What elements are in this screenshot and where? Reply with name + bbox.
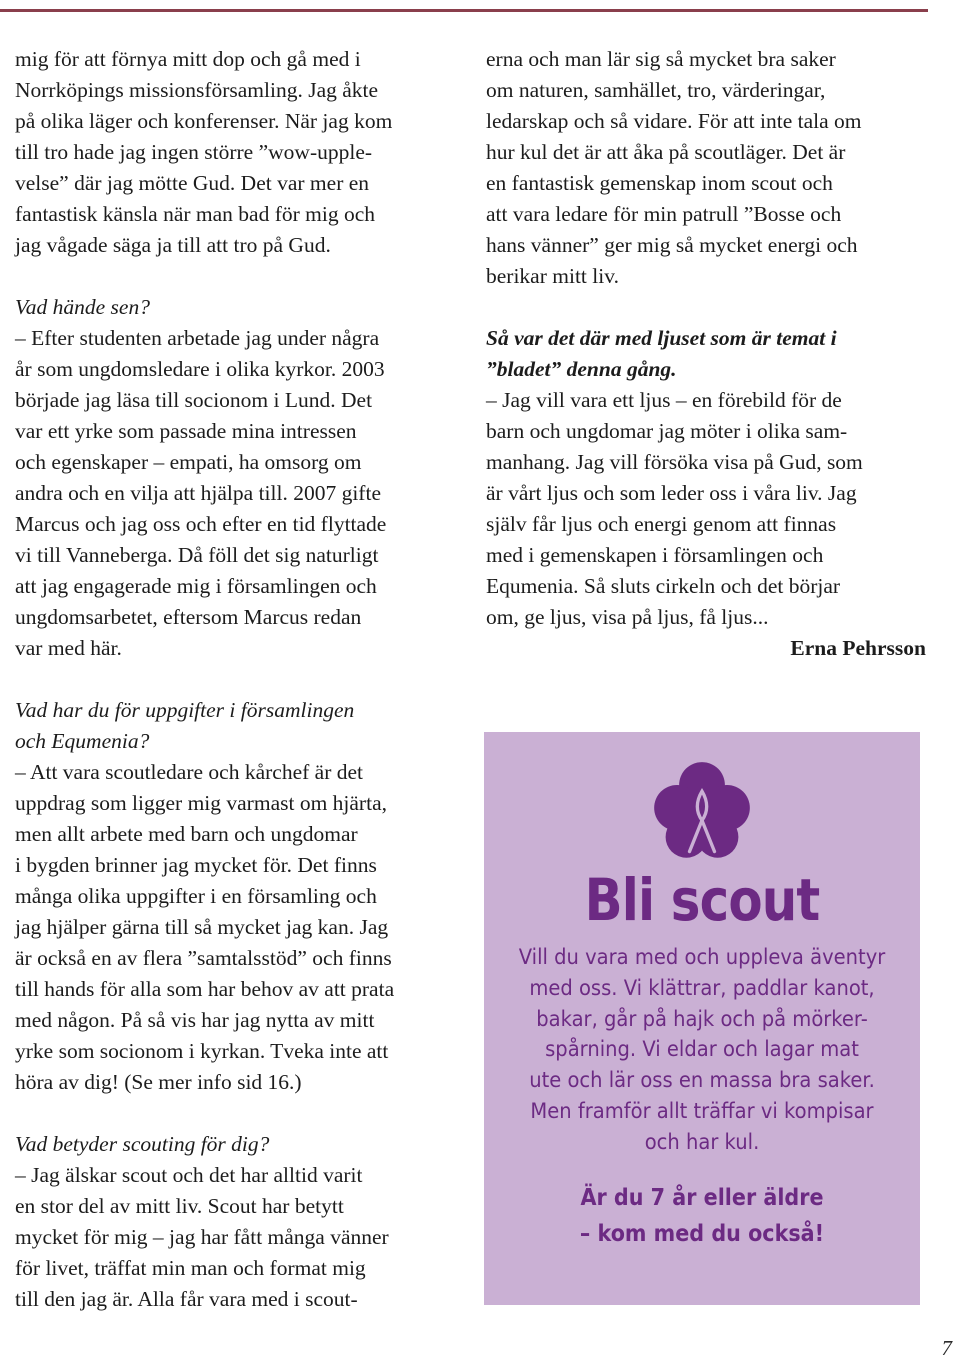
text-line: Marcus och jag oss och efter en tid flyttade xyxy=(15,512,387,536)
text-line: – Att vara scoutledare och kårchef är det xyxy=(15,760,364,784)
scout-body xyxy=(484,942,920,1158)
text-line: många olika uppgifter i en församling och xyxy=(15,884,377,908)
text-line: ledarskap och så vidare. För att inte tala om xyxy=(486,109,862,133)
answer-paragraph xyxy=(486,385,926,633)
intro-paragraph xyxy=(15,44,465,261)
top-rule xyxy=(0,9,928,12)
text-line: jag hjälper gärna till så mycket jag kan. Jag xyxy=(15,915,389,939)
text-line: barn och ungdomar jag möter i olika sam- xyxy=(486,419,848,443)
text-line: berikar mitt liv. xyxy=(486,264,619,288)
text-line: började jag läsa till socionom i Lund. Det xyxy=(15,388,373,412)
text-line: med någon. På så vis har jag nytta av mitt xyxy=(15,1008,375,1032)
scout-trefoil-icon xyxy=(650,760,754,864)
text-line: med i gemenskapen i församlingen och xyxy=(486,543,824,567)
text-line: till hands för alla som har behov av att prata xyxy=(15,977,395,1001)
text-line: om, ge ljus, visa på ljus, få ljus... xyxy=(486,605,769,629)
right-column xyxy=(486,44,926,664)
text-line: men allt arbete med barn och ungdomar xyxy=(15,822,358,846)
question-heading: Vad betyder scouting för dig? xyxy=(15,1132,270,1156)
text-line: en stor del av mitt liv. Scout har betytt xyxy=(15,1194,344,1218)
question-line: och Equmenia? xyxy=(15,729,150,753)
scout-call-to-action xyxy=(484,1180,920,1252)
text-line: mycket för mig – jag har fått många vänner xyxy=(15,1225,389,1249)
text-line: en fantastisk gemenskap inom scout och xyxy=(486,171,833,195)
text-line: själv får ljus och energi genom att finnas xyxy=(486,512,837,536)
question-line: Så var det där med ljuset som är temat i xyxy=(486,326,837,350)
scout-body-line: ute och lär oss en massa bra saker. xyxy=(529,1068,875,1093)
scout-body-line: bakar, går på hajk och på mörker- xyxy=(536,1006,868,1031)
text-line: och egenskaper – empati, ha omsorg om xyxy=(15,450,362,474)
text-line: höra av dig! (Se mer info sid 16.) xyxy=(15,1070,302,1094)
scout-cta-line: – kom med du också! xyxy=(579,1221,825,1247)
answer-paragraph xyxy=(15,323,465,664)
text-line: till tro hade jag ingen större ”wow-upple- xyxy=(15,140,373,164)
scout-body-line: med oss. Vi klättrar, paddlar kanot, xyxy=(529,975,875,1000)
text-line: Equmenia. Så sluts cirkeln och det börjar xyxy=(486,574,841,598)
scout-title: Bli scout xyxy=(584,866,820,934)
question-line: ”bladet” denna gång. xyxy=(486,357,677,381)
author-signature: Erna Pehrsson xyxy=(790,636,926,660)
text-line: ungdomsarbetet, eftersom Marcus redan xyxy=(15,605,362,629)
text-line: mig för att förnya mitt dop och gå med i xyxy=(15,47,361,71)
text-line: vi till Vanneberga. Då föll det sig naturligt xyxy=(15,543,379,567)
text-line: om naturen, samhället, tro, värderingar, xyxy=(486,78,826,102)
scout-advert-box xyxy=(484,732,920,1305)
text-line: till den jag är. Alla får vara med i scout- xyxy=(15,1287,358,1311)
text-line: i bygden brinner jag mycket för. Det finns xyxy=(15,853,377,877)
text-line: yrke som socionom i kyrkan. Tveka inte att xyxy=(15,1039,389,1063)
text-line: – Jag älskar scout och det har alltid varit xyxy=(15,1163,363,1187)
text-line: hur kul det är att åka på scoutläger. Det är xyxy=(486,140,846,164)
text-line: velse” där jag mötte Gud. Det var mer en xyxy=(15,171,370,195)
scout-body-line: Men framför allt träffar vi kompisar xyxy=(530,1098,874,1123)
text-line: – Efter studenten arbetade jag under några xyxy=(15,326,380,350)
text-line: fantastisk känsla när man bad för mig och xyxy=(15,202,376,226)
text-line: jag vågade säga ja till att tro på Gud. xyxy=(15,233,331,257)
continued-paragraph xyxy=(486,44,926,292)
question-heading: Vad hände sen? xyxy=(15,295,150,319)
text-line: för livet, träffat min man och format mig xyxy=(15,1256,366,1280)
text-line: var ett yrke som passade mina intressen xyxy=(15,419,357,443)
text-line: Norrköpings missionsförsamling. Jag åkte xyxy=(15,78,379,102)
text-line: på olika läger och konferenser. När jag kom xyxy=(15,109,393,133)
text-line: erna och man lär sig så mycket bra saker xyxy=(486,47,836,71)
scout-body-line: och har kul. xyxy=(644,1129,760,1154)
text-line: år som ungdomsledare i olika kyrkor. 2003 xyxy=(15,357,385,381)
left-column xyxy=(15,44,465,1315)
text-line: att vara ledare för min patrull ”Bosse och xyxy=(486,202,842,226)
page-number: 7 xyxy=(941,1336,952,1360)
text-line: uppdrag som ligger mig varmast om hjärta, xyxy=(15,791,387,815)
text-line: att jag engagerade mig i församlingen och xyxy=(15,574,377,598)
text-line: manhang. Jag vill försöka visa på Gud, som xyxy=(486,450,863,474)
question-line: Vad har du för uppgifter i församlingen xyxy=(15,698,355,722)
text-line: hans vänner” ger mig så mycket energi och xyxy=(486,233,858,257)
scout-body-line: spårning. Vi eldar och lagar mat xyxy=(545,1037,859,1062)
answer-paragraph xyxy=(15,757,465,1098)
question-heading xyxy=(15,695,465,757)
question-heading xyxy=(486,323,926,385)
scout-cta-line: Är du 7 år eller äldre xyxy=(580,1185,824,1211)
text-line: är också en av flera ”samtalsstöd” och finns xyxy=(15,946,392,970)
text-line: – Jag vill vara ett ljus – en förebild för de xyxy=(486,388,842,412)
scout-body-line: Vill du vara med och uppleva äventyr xyxy=(518,945,886,969)
text-line: var med här. xyxy=(15,636,122,660)
answer-paragraph xyxy=(15,1160,465,1315)
text-line: andra och en vilja att hjälpa till. 2007 gifte xyxy=(15,481,381,505)
text-line: är vårt ljus och som leder oss i våra liv. Jag xyxy=(486,481,857,505)
